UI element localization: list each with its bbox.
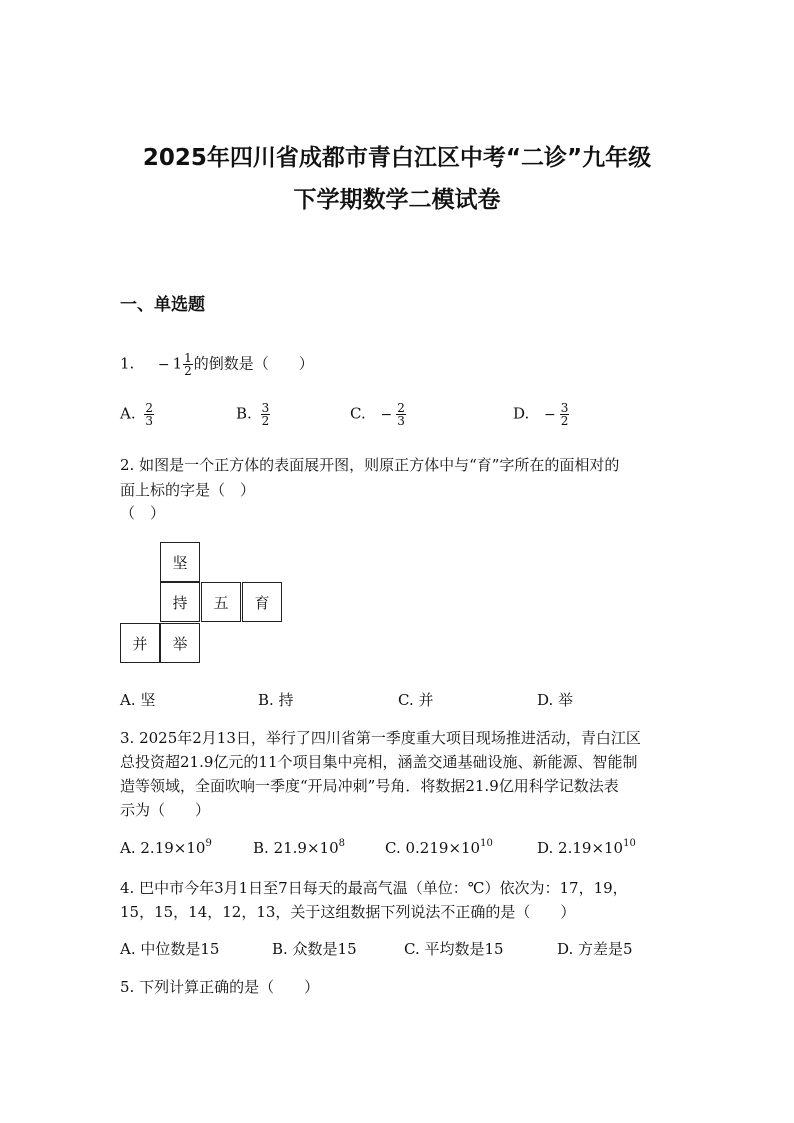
net-cell: 育	[242, 582, 282, 622]
net-cell: 坚	[160, 542, 200, 582]
option-4d[interactable]: D. 方差是5	[557, 940, 633, 958]
question-3-line-3: 造等领域，全面吹响一季度“开局冲刺”号角．将数据21.9亿用科学记数法表	[120, 777, 619, 795]
question-3-line-4: 示为（ ）	[120, 801, 211, 819]
option-label: B.	[236, 404, 252, 423]
option-exponent: 10	[623, 838, 636, 849]
net-cell: 举	[160, 623, 200, 663]
option-fraction	[396, 402, 406, 427]
net-cell: 五	[201, 582, 241, 622]
option-label: C.	[350, 404, 366, 423]
fraction-denominator: 2	[560, 414, 569, 428]
option-exponent: 10	[480, 838, 493, 849]
option-exponent: 9	[205, 838, 212, 849]
option-sign: −	[380, 406, 393, 423]
net-cell: 并	[120, 623, 160, 663]
exam-title-line-1: 2025年四川省成都市青白江区中考“二诊”九年级	[142, 145, 652, 171]
question-4-line-2: 15，15，14，12，13，关于这组数据下列说法不正确的是（ ）	[120, 903, 576, 921]
net-cell: 持	[160, 582, 200, 622]
option-1b[interactable]	[236, 402, 271, 427]
option-mantissa: 0.219×10	[405, 839, 481, 857]
question-2-line-2: 面上标的字是（ ）	[120, 481, 256, 499]
question-3-line-2: 总投资超21.9亿元的11个项目集中亮相，涵盖交通基础设施、新能源、智能制	[120, 753, 638, 771]
option-fraction	[560, 402, 570, 427]
question-3-line-1: 3. 2025年2月13日，举行了四川省第一季度重大项目现场推进活动，青白江区	[120, 729, 641, 747]
fraction-denominator: 2	[261, 414, 270, 428]
option-fraction	[144, 402, 154, 427]
fraction-denominator: 3	[145, 414, 154, 428]
fraction-numerator: 2	[397, 401, 405, 415]
fraction-numerator: 3	[261, 401, 270, 415]
option-mantissa: 2.19×10	[558, 839, 624, 857]
option-2a[interactable]: A. 坚	[120, 691, 156, 709]
fraction-denominator: 2	[184, 364, 192, 378]
question-4-line-1: 4. 巴中市今年3月1日至7日每天的最高气温（单位：℃）依次为：17，19，	[120, 879, 628, 897]
option-4a[interactable]: A. 中位数是15	[120, 940, 220, 958]
option-3d[interactable]	[537, 838, 636, 857]
question-2-line-1: 2. 如图是一个正方体的表面展开图，则原正方体中与“育”字所在的面相对的	[120, 456, 620, 474]
option-4b[interactable]: B. 众数是15	[272, 940, 357, 958]
option-label: C.	[385, 839, 401, 857]
option-3b[interactable]	[253, 838, 345, 857]
option-2d[interactable]: D. 举	[537, 691, 574, 709]
option-mantissa: 2.19×10	[140, 839, 206, 857]
mixed-number-fraction	[183, 352, 193, 377]
fraction-numerator: 2	[145, 401, 154, 415]
option-3c[interactable]	[385, 838, 493, 857]
option-2c[interactable]: C. 并	[398, 691, 434, 709]
option-mantissa: 21.9×10	[273, 839, 339, 857]
option-3a[interactable]	[120, 838, 212, 857]
option-sign: −	[544, 406, 556, 423]
fraction-numerator: 3	[560, 401, 569, 415]
fraction-numerator: 1	[184, 351, 192, 365]
option-1c[interactable]	[350, 402, 407, 427]
question-5-line-1: 5. 下列计算正确的是（ ）	[120, 978, 320, 996]
exam-title-line-2: 下学期数学二模试卷	[293, 187, 501, 213]
option-1d[interactable]	[513, 402, 570, 427]
option-label: A.	[120, 839, 136, 857]
option-1a[interactable]	[120, 402, 155, 427]
cube-net-diagram	[120, 542, 284, 666]
option-label: A.	[120, 404, 136, 423]
question-2-line-3: （ ）	[120, 504, 166, 522]
option-fraction	[261, 402, 271, 427]
negative-sign: −	[157, 356, 170, 373]
question-1-text: 的倒数是（ ）	[193, 354, 314, 373]
option-label: D.	[537, 839, 554, 857]
option-4c[interactable]: C. 平均数是15	[404, 940, 504, 958]
option-label: D.	[513, 404, 530, 423]
question-1-stem	[120, 352, 314, 377]
option-label: B.	[253, 839, 269, 857]
fraction-denominator: 3	[397, 414, 405, 428]
option-2b[interactable]: B. 持	[258, 691, 294, 709]
mixed-number-whole: 1	[172, 354, 183, 373]
section-heading: 一、单选题	[120, 295, 205, 315]
question-number: 1.	[120, 354, 135, 373]
option-exponent: 8	[338, 838, 346, 849]
